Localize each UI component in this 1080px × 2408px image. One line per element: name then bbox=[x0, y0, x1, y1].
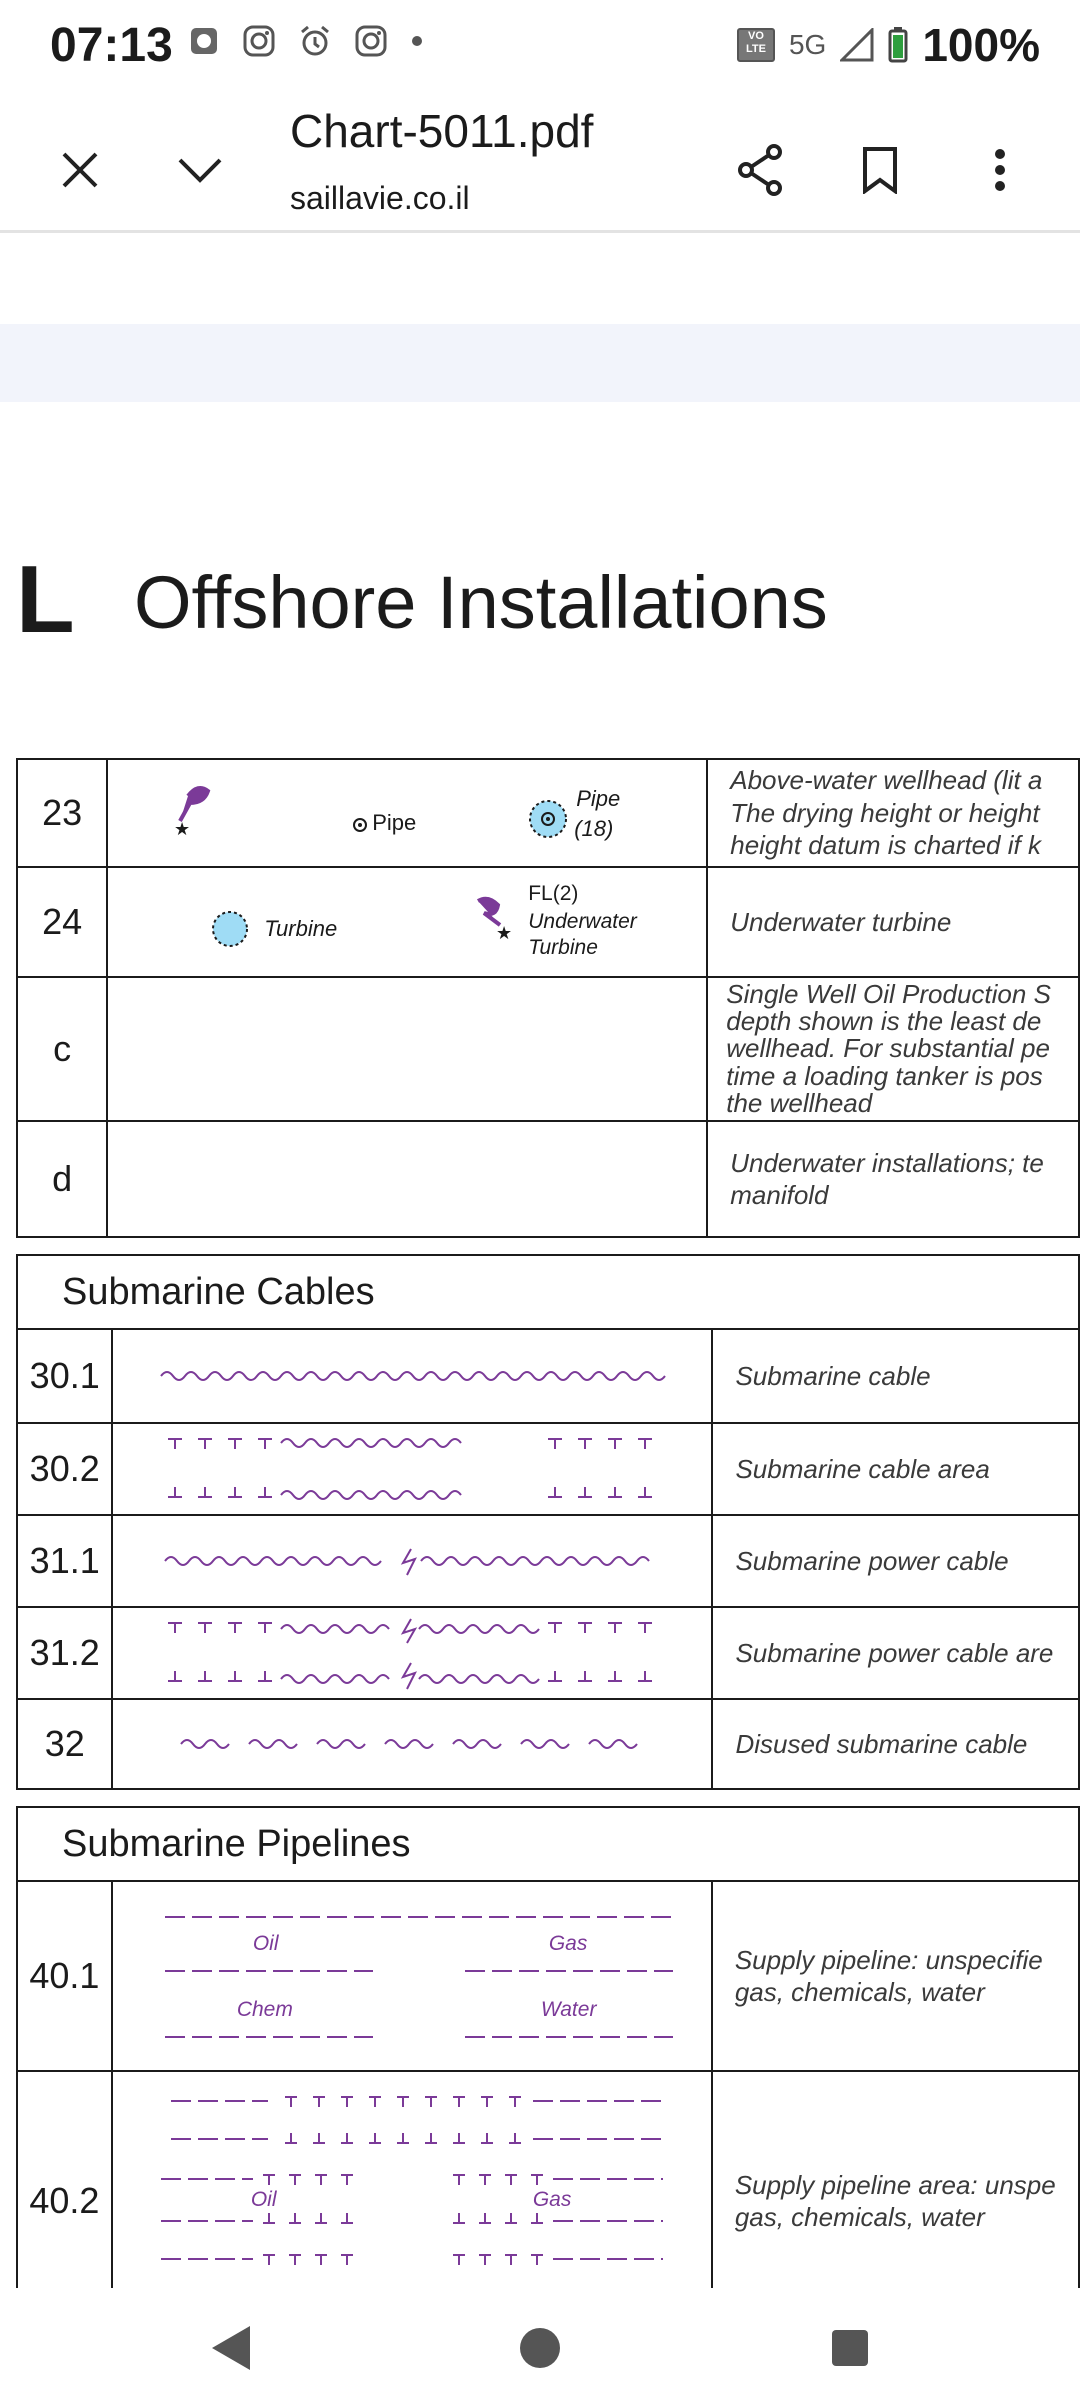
symbol-cell bbox=[112, 1329, 712, 1423]
more-notifications-dot-icon bbox=[410, 34, 424, 48]
network-type: 5G bbox=[788, 29, 827, 60]
document-title: Chart-5011.pdf bbox=[290, 105, 594, 157]
description-line: gas, chemicals, water bbox=[734, 1977, 985, 2007]
description-line: height datum is charted if k bbox=[730, 830, 1041, 861]
table-row bbox=[17, 1699, 1079, 1789]
power-cable-symbol bbox=[113, 1517, 711, 1605]
row-number: 32 bbox=[17, 1699, 112, 1789]
recents-square-icon bbox=[830, 2328, 870, 2368]
pipe-label: Pipe bbox=[372, 810, 417, 835]
symbol-cell bbox=[112, 1607, 712, 1699]
system-navigation-bar bbox=[0, 2288, 1080, 2408]
description-line: manifold bbox=[730, 1180, 829, 1210]
pipeline-label-chem: Chem bbox=[236, 1998, 293, 2021]
section-header-pipelines: Submarine Pipelines bbox=[17, 1807, 1079, 1881]
description-cell bbox=[707, 1121, 1079, 1237]
battery-percent: 100% bbox=[922, 19, 1040, 71]
description-cell: Submarine power cable are bbox=[712, 1607, 1079, 1699]
section-header-cables: Submarine Cables bbox=[17, 1255, 1079, 1329]
symbol-cell bbox=[112, 1515, 712, 1607]
description-line: Supply pipeline: unspecifie bbox=[734, 1944, 1043, 1975]
row-number: 40.2 bbox=[17, 2071, 112, 2288]
svg-text:★: ★ bbox=[496, 923, 513, 943]
row-number: d bbox=[17, 1121, 107, 1237]
chevron-down-icon bbox=[177, 155, 223, 185]
home-button[interactable] bbox=[500, 2308, 580, 2388]
row-number: c bbox=[17, 977, 107, 1121]
description-line: The drying height or height bbox=[730, 797, 1040, 828]
notification-icons bbox=[188, 24, 424, 58]
volte-icon: VO LTE bbox=[737, 28, 775, 62]
description-cell bbox=[707, 977, 1079, 1121]
signal-icon bbox=[840, 28, 874, 62]
row-number: 24 bbox=[17, 867, 107, 977]
bookmark-button[interactable] bbox=[840, 120, 920, 220]
more-options-button[interactable] bbox=[960, 120, 1040, 220]
home-circle-icon bbox=[518, 2326, 562, 2370]
row-number: 30.2 bbox=[17, 1423, 112, 1515]
instagram-icon bbox=[242, 24, 276, 58]
cable-symbol bbox=[113, 1331, 711, 1421]
table-row bbox=[17, 1121, 1079, 1237]
fl-label: FL(2) bbox=[528, 882, 579, 905]
description-line: Supply pipeline area: unspe bbox=[734, 2169, 1056, 2200]
table-row bbox=[17, 759, 1079, 867]
document-source: saillavie.co.il bbox=[290, 180, 470, 216]
installations-table bbox=[16, 758, 1080, 1238]
system-icons bbox=[737, 18, 1040, 72]
submarine-cables-table bbox=[16, 1254, 1080, 1790]
section-title: Offshore Installations bbox=[134, 561, 828, 644]
description-line: depth shown is the least de bbox=[726, 1006, 1042, 1037]
section-letter: L bbox=[16, 546, 75, 653]
underwater-turbine-label: Turbine bbox=[528, 936, 598, 959]
symbol-cell bbox=[112, 1881, 712, 2071]
supply-pipeline-symbol bbox=[113, 1883, 711, 2069]
table-row bbox=[17, 2071, 1079, 2288]
status-time: 07:13 bbox=[50, 19, 173, 72]
table-row bbox=[17, 1607, 1079, 1699]
turbine-label: Turbine bbox=[264, 916, 338, 941]
supply-pipeline-area-symbol bbox=[113, 2073, 711, 2288]
symbol-cell bbox=[107, 867, 707, 977]
pdf-viewer-toolbar bbox=[0, 90, 1080, 233]
description-line: wellhead. For substantial pe bbox=[726, 1033, 1050, 1064]
symbol-cell bbox=[107, 977, 707, 1121]
symbol-cell bbox=[112, 1699, 712, 1789]
description-cell bbox=[712, 2071, 1079, 2288]
back-button[interactable] bbox=[190, 2308, 270, 2388]
description-cell: Submarine power cable bbox=[712, 1515, 1079, 1607]
close-icon bbox=[60, 150, 100, 190]
table-row bbox=[17, 1423, 1079, 1515]
symbol-cell bbox=[112, 2071, 712, 2288]
cable-area-symbol bbox=[113, 1425, 711, 1513]
description-line: Above-water wellhead (lit a bbox=[730, 765, 1043, 796]
instagram-icon-2 bbox=[354, 24, 388, 58]
description-line: the wellhead bbox=[726, 1087, 873, 1118]
pipeline-area-label-gas: Gas bbox=[532, 2188, 572, 2211]
pipeline-label-water: Water bbox=[540, 1998, 597, 2021]
table-row bbox=[17, 1881, 1079, 2071]
close-button[interactable] bbox=[40, 130, 120, 210]
share-icon bbox=[736, 143, 784, 197]
row-number: 31.1 bbox=[17, 1515, 112, 1607]
table-row bbox=[17, 977, 1079, 1121]
collapse-button[interactable] bbox=[160, 130, 240, 210]
app-notification-icon bbox=[188, 25, 220, 57]
svg-text:★: ★ bbox=[174, 819, 191, 839]
submarine-pipelines-table bbox=[16, 1806, 1080, 2288]
symbol-cell bbox=[107, 1121, 707, 1237]
bookmark-icon bbox=[862, 146, 898, 194]
description-cell bbox=[712, 1881, 1079, 2071]
table-section-header bbox=[17, 1255, 1079, 1329]
description-line: Underwater turbine bbox=[730, 906, 952, 937]
pipeline-label-oil: Oil bbox=[252, 1932, 279, 1955]
recents-button[interactable] bbox=[810, 2308, 890, 2388]
back-triangle-icon bbox=[208, 2324, 252, 2372]
disused-cable-symbol bbox=[113, 1701, 711, 1787]
description-cell bbox=[707, 759, 1079, 867]
symbol-cell bbox=[107, 759, 707, 867]
description-cell bbox=[707, 867, 1079, 977]
power-cable-area-symbol bbox=[113, 1609, 711, 1697]
description-cell: Disused submarine cable bbox=[712, 1699, 1079, 1789]
description-line: gas, chemicals, water bbox=[734, 2202, 985, 2232]
underwater-label: Underwater bbox=[528, 910, 637, 933]
description-line: Single Well Oil Production S bbox=[726, 978, 1051, 1009]
pipeline-area-label-oil: Oil bbox=[250, 2188, 277, 2211]
row-number: 23 bbox=[17, 759, 107, 867]
symbol-cell bbox=[112, 1423, 712, 1515]
battery-icon bbox=[888, 27, 908, 63]
status-bar bbox=[0, 0, 1080, 90]
pipe-boxed-label: Pipe bbox=[576, 786, 621, 811]
row-number: 40.1 bbox=[17, 1881, 112, 2071]
row-number: 30.1 bbox=[17, 1329, 112, 1423]
alarm-icon bbox=[298, 24, 332, 58]
table-row bbox=[17, 1329, 1079, 1423]
table-row bbox=[17, 867, 1079, 977]
pipe-height-label: (18) bbox=[574, 816, 614, 841]
pdf-page[interactable] bbox=[0, 232, 1080, 2288]
description-line: time a loading tanker is pos bbox=[726, 1060, 1043, 1091]
more-vertical-icon bbox=[994, 148, 1006, 192]
share-button[interactable] bbox=[720, 120, 800, 220]
description-cell: Submarine cable area bbox=[712, 1423, 1079, 1515]
pipeline-label-gas: Gas bbox=[548, 1932, 588, 1955]
description-cell: Submarine cable bbox=[712, 1329, 1079, 1423]
table-section-header bbox=[17, 1807, 1079, 1881]
description-line: Underwater installations; te bbox=[730, 1147, 1044, 1178]
table-row bbox=[17, 1515, 1079, 1607]
row-number: 31.2 bbox=[17, 1607, 112, 1699]
